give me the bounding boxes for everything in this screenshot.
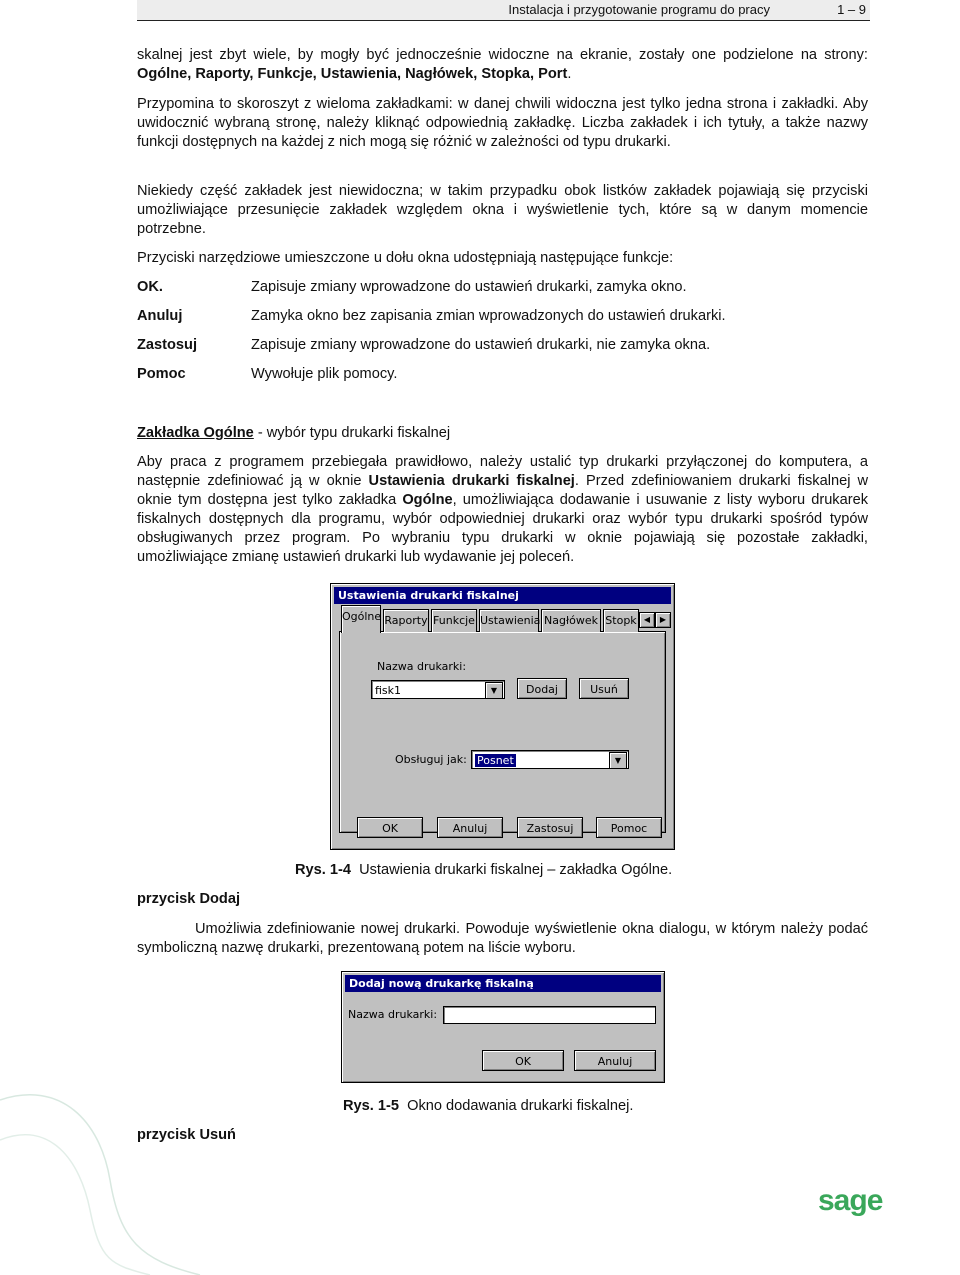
cancel-button[interactable]: Anuluj (574, 1050, 656, 1071)
tab-general[interactable]: Ogólne (341, 605, 381, 633)
handle-as-combo[interactable] (471, 750, 629, 769)
apply-button[interactable]: Zastosuj (517, 817, 583, 838)
def-term: Anuluj (137, 308, 183, 324)
printer-settings-dialog (330, 583, 675, 850)
caption-number: Rys. 1-5 (343, 1098, 399, 1114)
tab-scroll-right-button[interactable]: ▶ (655, 612, 671, 628)
paragraph-4 (137, 249, 868, 268)
paragraph-5 (137, 453, 868, 567)
remove-button[interactable]: Usuń (579, 678, 629, 699)
def-desc: Zapisuje zmiany wprowadzone do ustawień drukarki, nie zamyka okna. (251, 337, 711, 353)
p4-text: Przyciski narzędziowe umieszczone u dołu okna udostępniają następujące funkcje: (137, 250, 674, 266)
p5-text-c: . Przed zdefiniowaniem drukarki fiskalnej w oknie tym dostępna jest tylko zakładka (137, 473, 869, 508)
figure-caption-2 (343, 1098, 633, 1114)
paragraph-1 (137, 46, 868, 84)
p5-bold-tab: Ogólne (402, 492, 453, 508)
add-description-text: Umożliwia zdefiniowanie nowej drukarki. Powoduje wyświetlenie okna dialogu, w którym należy podać symboliczną nazwę drukarki, prezentowaną potem na liście wyboru. (137, 921, 868, 956)
add-button-description (137, 920, 868, 958)
def-desc: Zamyka okno bez zapisania zmian wprowadzonych do ustawień drukarki. (251, 308, 726, 324)
def-term: Zastosuj (137, 337, 198, 353)
tab-reports[interactable]: Raporty (383, 609, 429, 632)
tab-footer[interactable]: Stopk (603, 609, 639, 632)
caption-number: Rys. 1-4 (295, 862, 351, 878)
remove-button-heading: przycisk Usuń (137, 1127, 236, 1143)
p5-text-d: , umożliwiająca dodawanie i usuwanie z listy wyboru drukarek fiskalnych dostępnych dla programu, wybór odpowiedniej drukarki oraz wybór typu drukarki spośród typów obsługiwanych przez program. Po wybraniu typu drukarki w oknie pojawiają się pozostałe zakładki, umożliwiające zmianę ustawień drukarki lub wydawanie jej poleceń. (137, 492, 868, 565)
def-term: OK. (137, 279, 163, 295)
section-subtitle: - wybór typu drukarki fiskalnej (253, 425, 451, 441)
p1-end: . (567, 66, 572, 82)
add-button[interactable]: Dodaj (517, 678, 567, 699)
printer-name-label: Nazwa drukarki: (377, 660, 467, 673)
caption-text: Okno dodawania drukarki fiskalnej. (407, 1098, 634, 1114)
def-desc: Zapisuje zmiany wprowadzone do ustawień drukarki, zamyka okno. (251, 279, 687, 295)
p5-bold-window: Ustawienia drukarki fiskalnej (368, 473, 575, 489)
help-button[interactable]: Pomoc (596, 817, 662, 838)
add-printer-dialog (341, 971, 665, 1083)
chevron-down-icon[interactable]: ▼ (609, 752, 627, 769)
dialog-titlebar: Dodaj nową drukarkę fiskalną (345, 975, 661, 992)
header-title: Instalacja i przygotowanie programu do pracy (508, 2, 770, 17)
section-title: Zakładka Ogólne (137, 425, 254, 441)
ok-button[interactable]: OK (482, 1050, 564, 1071)
caption-text: Ustawienia drukarki fiskalnej – zakładka Ogólne. (359, 862, 673, 878)
paragraph-3 (137, 182, 868, 239)
printer-name-value: fisk1 (375, 684, 402, 697)
page-number: 1 – 9 (837, 2, 866, 17)
cancel-button[interactable]: Anuluj (437, 817, 503, 838)
handle-as-value: Posnet (477, 754, 514, 767)
page-header (137, 0, 870, 21)
handle-as-label: Obsługuj jak: (395, 753, 467, 766)
def-desc: Wywołuje plik pomocy. (251, 366, 398, 382)
section-heading (137, 425, 450, 441)
tab-header[interactable]: Nagłówek (541, 609, 601, 632)
chevron-down-icon[interactable]: ▼ (485, 682, 503, 699)
p5-text-a: Aby praca z programem przebiegała prawidłowo, należy ustalić typ drukarki przyłączonej do komputera, a następnie zdefiniować ją w oknie (137, 454, 868, 489)
p3-text: Niekiedy część zakładek jest niewidoczna; w takim przypadku obok listków zakładek pojawiają się przyciski umożliwiające przesunięcie zakładek względem okna i wyświetlenie tych, które są w danym momencie potrzebne. (137, 183, 868, 237)
sage-logo: sage (818, 1184, 883, 1217)
decorative-curves (0, 1060, 340, 1275)
p1-text: skalnej jest zbyt wiele, by mogły być jednocześnie widoczne na ekranie, zostały one podzielone na strony: (137, 47, 868, 63)
dialog-titlebar: Ustawienia drukarki fiskalnej (334, 587, 671, 604)
ok-button[interactable]: OK (357, 817, 423, 838)
tab-functions[interactable]: Funkcje (431, 609, 477, 632)
def-term: Pomoc (137, 366, 186, 382)
new-printer-name-input[interactable] (443, 1006, 656, 1024)
new-printer-name-label: Nazwa drukarki: (348, 1008, 438, 1021)
paragraph-2 (137, 95, 868, 152)
tab-settings[interactable]: Ustawienia (479, 609, 539, 632)
p2-text: Przypomina to skoroszyt z wieloma zakładkami: w danej chwili widoczna jest tylko jedna strona i zakładki. Aby uwidocznić wybraną stronę, należy kliknąć odpowiednią zakładkę. Liczba zakładek i ich tytuły, a także nazwy funkcji dostępnych na każdej z nich mogą się różnić w zależności od typu drukarki. (137, 96, 868, 150)
printer-name-combo[interactable] (371, 680, 505, 699)
add-button-heading: przycisk Dodaj (137, 891, 241, 907)
tab-scroll-left-button[interactable]: ◀ (639, 612, 655, 628)
figure-caption-1 (295, 862, 672, 878)
p1-tabs: Ogólne, Raporty, Funkcje, Ustawienia, Nagłówek, Stopka, Port (137, 66, 568, 82)
